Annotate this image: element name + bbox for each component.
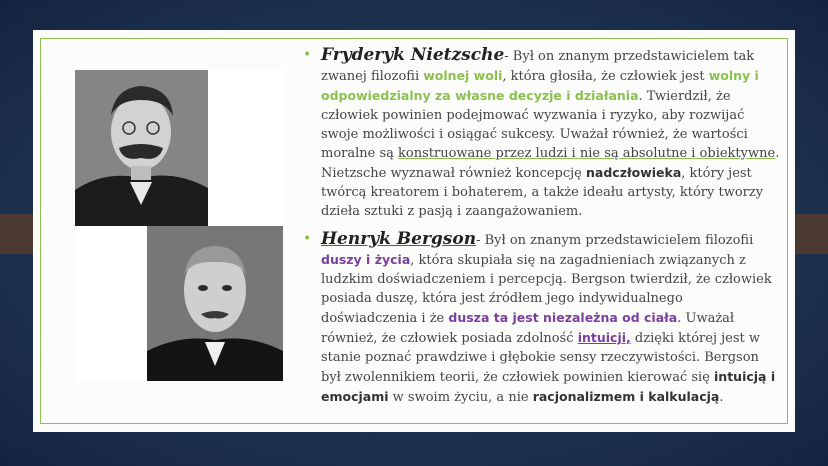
highlight-soul-life: duszy i życia	[321, 252, 411, 267]
bold-rationalism: racjonalizmem i kalkulacją	[532, 389, 720, 404]
nietzsche-name: Fryderyk Nietzsche	[321, 45, 505, 65]
highlight-intuition: intuicji,	[577, 330, 631, 345]
text-segment: .	[719, 390, 724, 405]
highlight-free-will: wolnej woli	[423, 68, 503, 83]
underlined-phrase: konstruowane przez ludzi i nie są absolutne i obiektywne	[398, 146, 776, 161]
slide-card	[33, 30, 795, 432]
highlight-responsible: wolny i odpowiedzialny za własne decyzje i działania	[321, 68, 759, 103]
bold-intuition-emotions: intuicją i emocjami	[321, 369, 776, 404]
bergson-name: Henryk Bergson	[321, 229, 477, 249]
bergson-portrait	[147, 226, 283, 381]
content-text	[303, 46, 781, 407]
nietzsche-photo-frame	[75, 70, 283, 231]
text-segment: , który jest twórcą kreatorem i bohaterem, a także ideału artysty, który tworzy dzieła sztuki z pasją i zaangażowaniem.	[321, 166, 764, 219]
text-segment: dzięki której jest w stanie poznać prawdziwe i głębokie sensy rzeczywistości. Bergson był zwolennikiem teorii, że człowiek powinien kierować się	[321, 331, 760, 385]
text-segment: . Twierdził, że człowiek powinien podejmować wyzwania i ryzyko, aby rozwijać swoje możliwości i osiągać sukcesy. Uważał również, że wartości moralne są	[321, 89, 748, 161]
nietzsche-paragraph	[303, 46, 781, 221]
text-segment: . Uważał również, że człowiek posiada zdolność	[321, 311, 735, 346]
text-segment: w swoim życiu, a nie	[388, 390, 533, 405]
bergson-photo-frame	[75, 226, 283, 381]
nietzsche-portrait	[75, 70, 208, 231]
bullet-icon: •	[303, 47, 312, 63]
text-segment: . Nietzsche wyznawał również koncepcję	[321, 146, 780, 181]
text-segment: , która głosiła, że człowiek jest	[502, 69, 709, 84]
text-segment: - Był on znanym przedstawicielem filozofii	[476, 233, 754, 248]
text-segment: - Był on znanym przedstawicielem tak zwanej filozofii	[321, 49, 755, 84]
bold-superman: nadczłowieka	[586, 165, 682, 180]
bullet-icon: •	[303, 231, 312, 247]
bergson-paragraph	[303, 230, 781, 407]
highlight-soul-independent: dusza ta jest niezależna od ciała	[448, 310, 678, 325]
text-segment: , która skupiała się na zagadnieniach związanych z ludzkim doświadczeniem i percepcją. Bergson twierdził, że człowiek posiada duszę, która jest źródłem jego indywidualnego doświadczenia i że	[321, 253, 772, 326]
